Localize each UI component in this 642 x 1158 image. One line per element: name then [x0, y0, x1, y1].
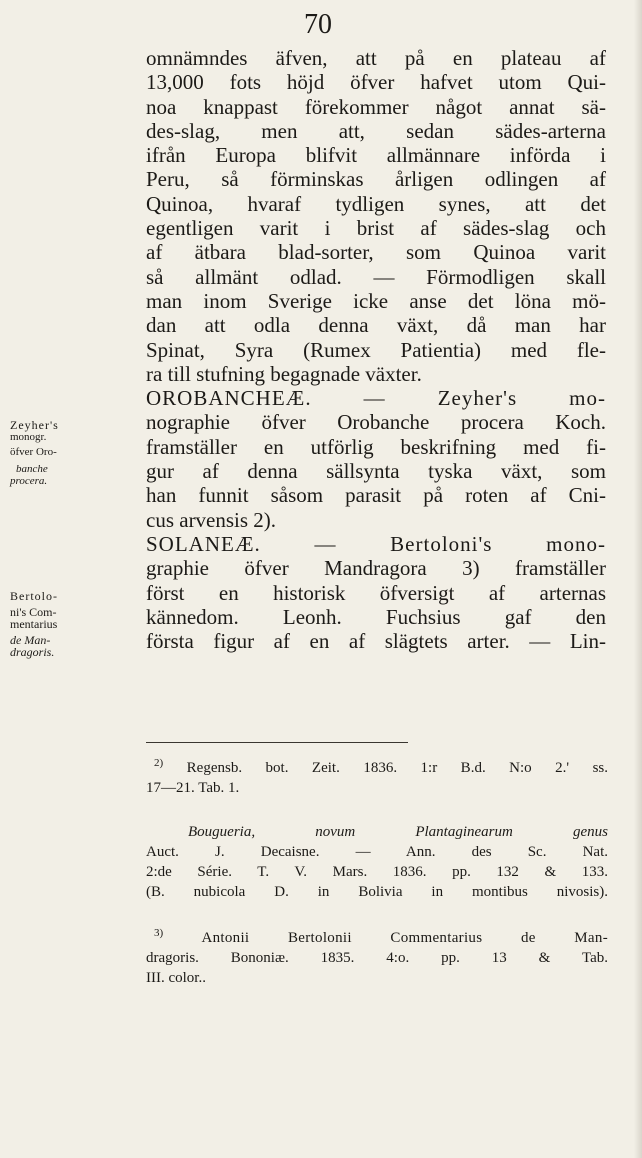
footnote-3	[146, 928, 608, 988]
section-heading-solaneae: SOLANEÆ. — Bertoloni's mono-	[146, 531, 606, 556]
footnote-text: Regensb. bot. Zeit. 1836. 1:r B.d. N:o 2.' ss.	[186, 760, 609, 776]
margin-line: de Man-	[10, 633, 51, 647]
body-line: cus arvensis 2).	[146, 507, 277, 532]
footnote-line	[146, 928, 608, 948]
margin-line: monogr.	[10, 431, 47, 443]
margin-note-bertoloni	[10, 590, 142, 658]
body-line: gur af denna sällsynta tyska växt, som	[146, 459, 606, 484]
margin-line: Bertolo-	[10, 589, 58, 603]
body-line: noa knappast förekommer något annat sä-	[146, 94, 606, 119]
margin-line: mentarius	[10, 617, 58, 631]
footnote-line	[146, 758, 608, 778]
footnote-2-subentry	[146, 822, 608, 902]
body-line: Quinoa, hvaraf tydligen synes, att det	[146, 191, 606, 216]
body-line: kännedom. Leonh. Fuchsius gaf den	[146, 604, 606, 629]
footnote-line: dragoris. Bononiæ. 1835. 4:o. pp. 13 & Tab.	[146, 950, 608, 966]
margin-line: Zeyher's	[10, 418, 59, 432]
body-text	[146, 46, 606, 653]
footnote-line: Auct. J. Decaisne. — Ann. des Sc. Nat.	[146, 844, 608, 860]
body-line: dan att odla denna växt, då man har	[146, 313, 606, 338]
footnote-line: Bougueria, novum Plantaginearum genus	[188, 824, 608, 840]
body-line: Peru, så förminskas årligen odlingen af	[146, 167, 606, 192]
footnote-line: 2:de Série. T. V. Mars. 1836. pp. 132 & 133.	[146, 864, 608, 880]
body-line: des-slag, men att, sedan sädes-arterna	[146, 118, 606, 143]
body-line: ra till stufning begagnade växter.	[146, 361, 422, 386]
body-line: första figur af en af slägtets arter. — Lin-	[146, 629, 606, 654]
body-line: 13,000 fots höjd öfver hafvet utom Qui-	[146, 70, 606, 95]
margin-line: öfver Oro-	[10, 446, 57, 458]
body-line: Spinat, Syra (Rumex Patientia) med fle-	[146, 337, 606, 362]
margin-line: ni's Com-	[10, 605, 57, 619]
body-line: af ätbara blad-sorter, som Quinoa varit	[146, 240, 606, 265]
footnote-line: 17—21. Tab. 1.	[146, 780, 240, 796]
footnote-line: III. color..	[146, 970, 206, 986]
footnote-marker: 2)	[154, 757, 164, 769]
body-line: omnämndes äfven, att på en plateau af	[146, 46, 606, 70]
body-line: man inom Sverige icke anse det löna mö-	[146, 288, 606, 313]
footnote-line: (B. nubicola D. in Bolivia in montibus nivosis).	[146, 884, 608, 900]
page-edge-shadow	[634, 0, 642, 1158]
body-line: så allmänt odlad. — Förmodligen skall	[146, 264, 606, 289]
body-line: graphie öfver Mandragora 3) framställer	[146, 556, 606, 581]
footnote-2	[146, 758, 608, 798]
section-heading-orobancheae: OROBANCHEÆ. — Zeyher's mo-	[146, 386, 606, 411]
footnote-marker: 3)	[154, 927, 164, 939]
body-line: han funnit såsom parasit på roten af Cni-	[146, 483, 606, 508]
margin-line: procera.	[10, 475, 48, 487]
body-line: framställer en utförlig beskrifning med fi-	[146, 434, 606, 459]
margin-line: banche	[16, 463, 48, 475]
body-line: nographie öfver Orobanche procera Koch.	[146, 410, 606, 435]
body-line: ifrån Europa blifvit allmännare införda i	[146, 143, 606, 168]
margin-line: dragoris.	[10, 645, 55, 659]
body-line: egentligen varit i brist af sädes-slag och	[146, 216, 606, 241]
body-line: först en historisk öfversigt af arternas	[146, 580, 606, 605]
footnote-divider	[146, 742, 408, 743]
margin-note-zeyher	[10, 419, 142, 487]
page-number: 70	[304, 9, 332, 40]
footnote-text: Antonii Bertolonii Commentarius de Man-	[201, 930, 608, 946]
